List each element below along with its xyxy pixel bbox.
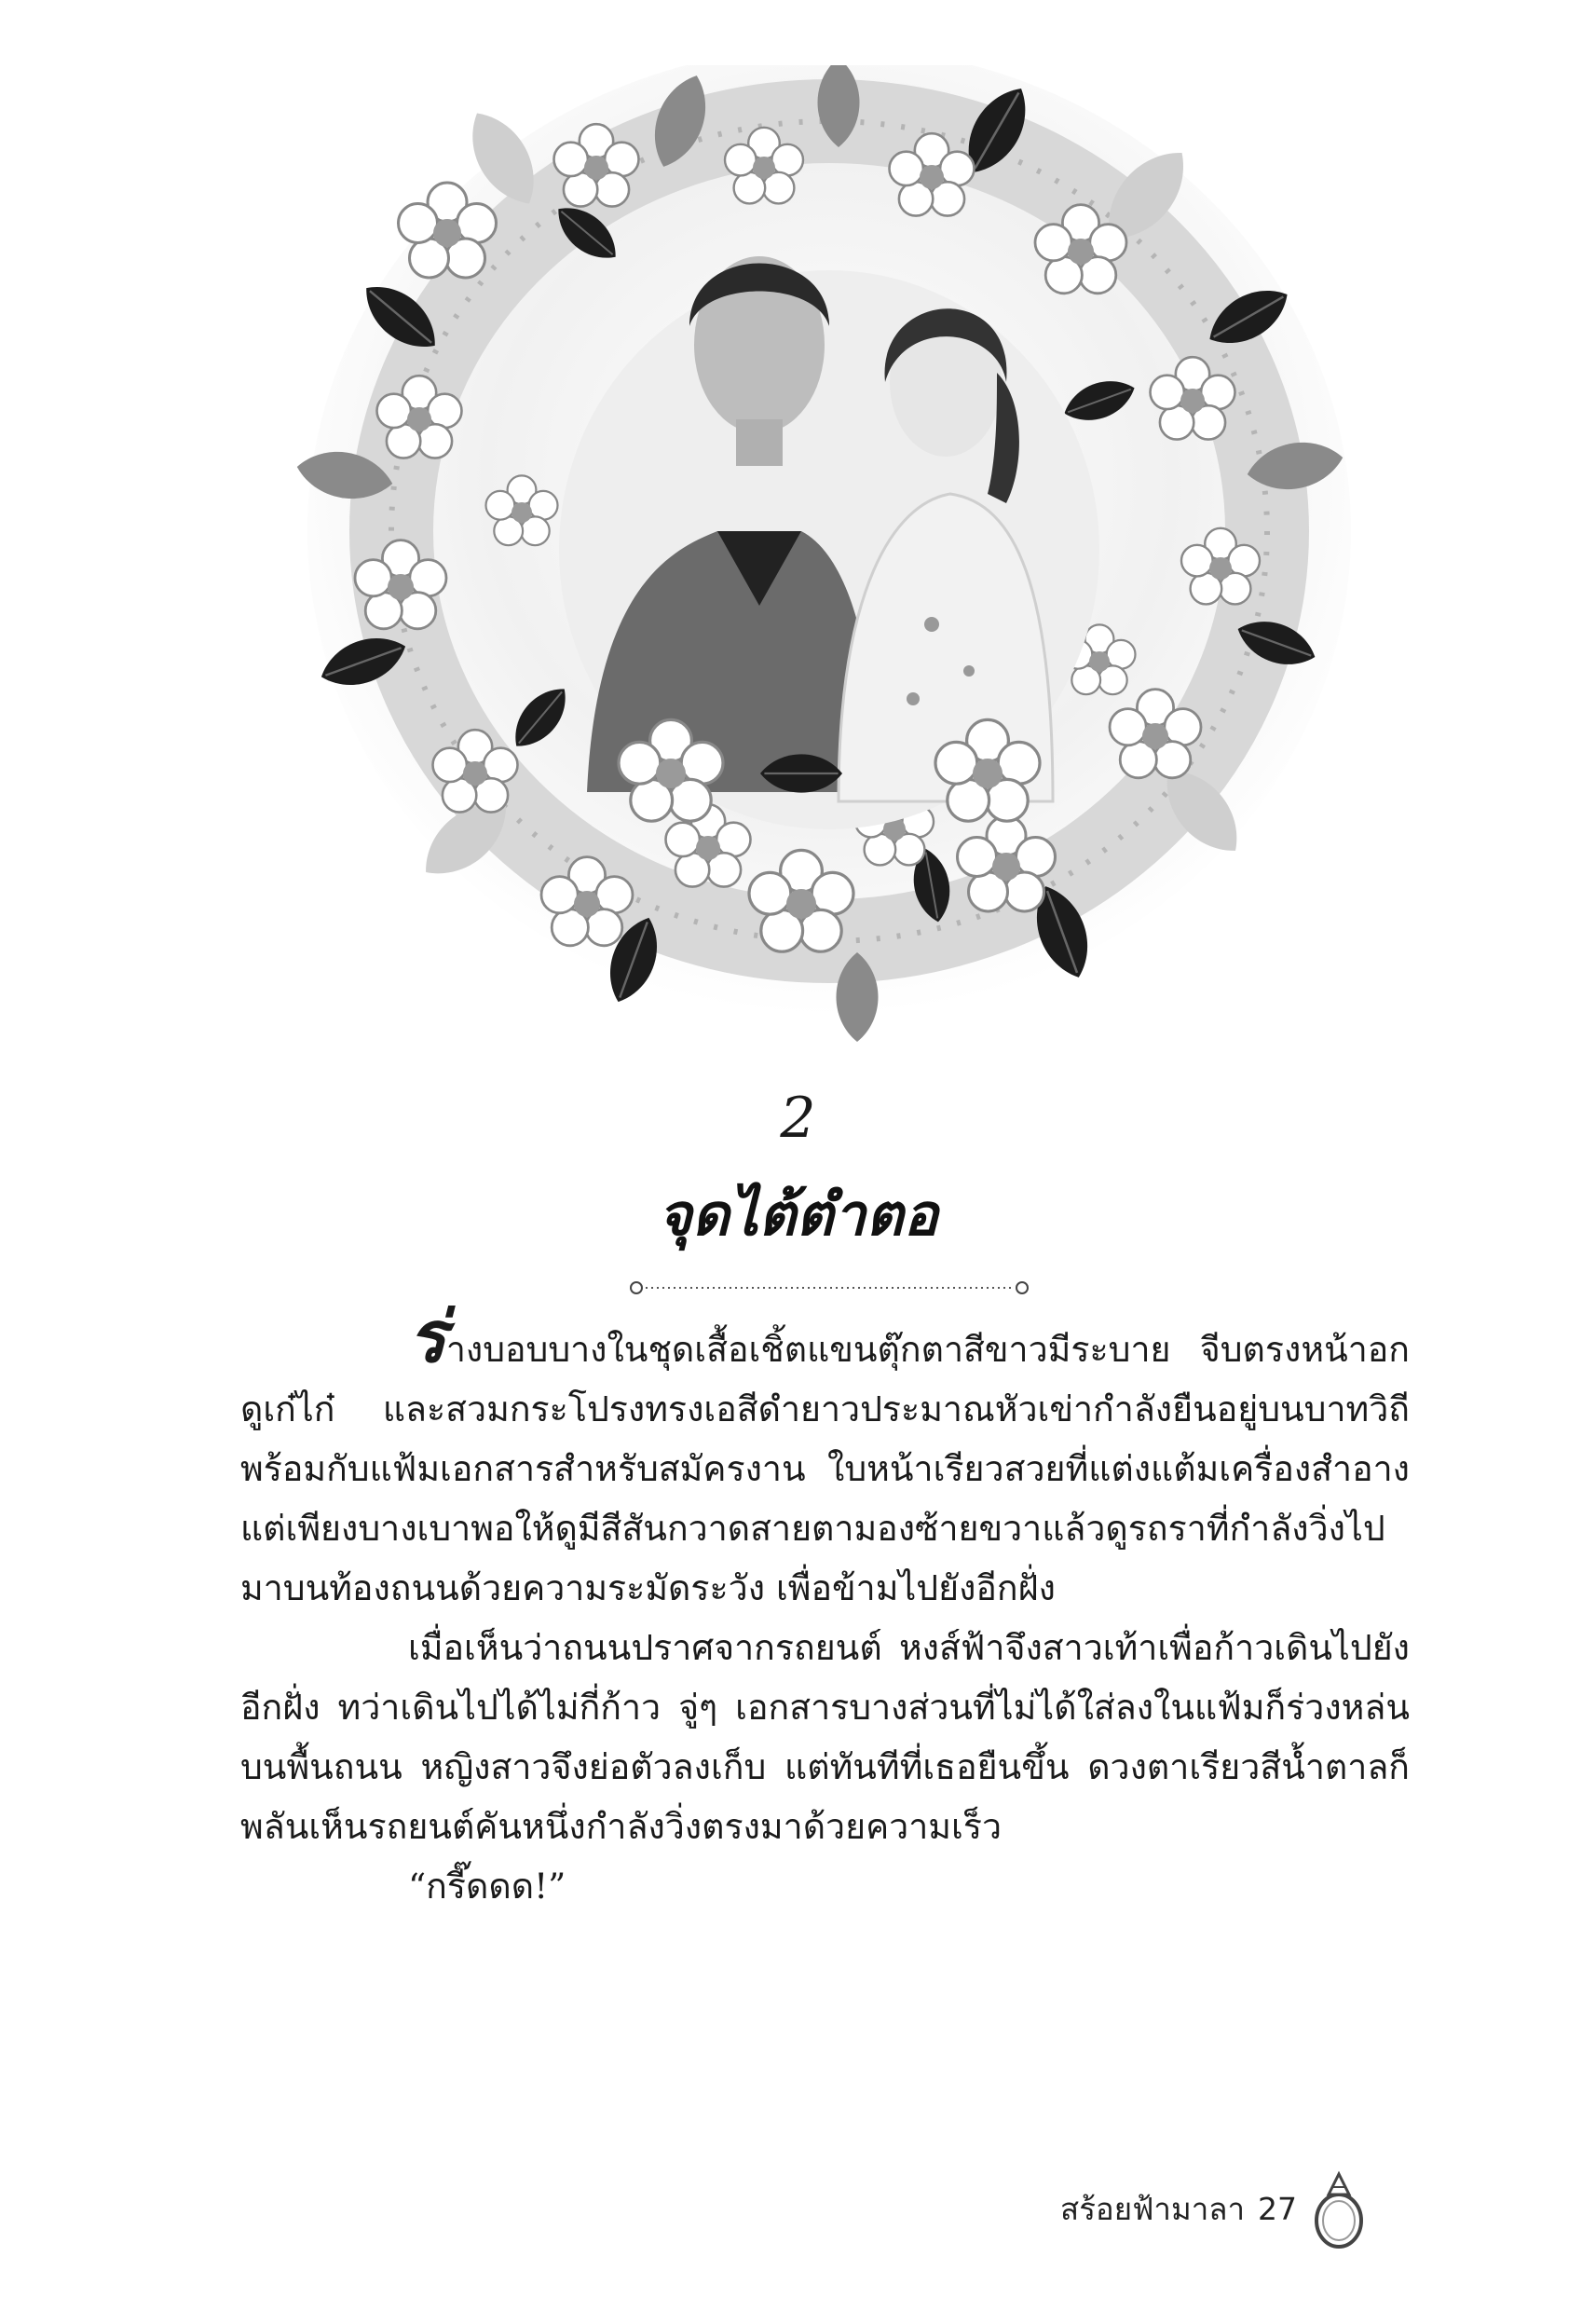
drop-cap: ร่ [408,1295,446,1378]
paragraph-2: เมื่อเห็นว่าถนนปราศจากรถยนต์ หงส์ฟ้าจึงสาวเท้าเพื่อก้าวเดินไปยังอีกฝั่ง ทว่าเดินไปได้ไม่กี่ก้าว จู่ๆ เอกสารบางส่วนที่ไม่ได้ใส่ลงในแฟ้มก็ร่วงหล่นบนพื้นถนน หญิงสาวจึงย่อตัวลงเก็บ แต่ทันทีที่เธอยืนขึ้น ดวงตาเรียวสีน้ำตาลก็พลันเห็นรถยนต์คันหนึ่งกำลังวิ่งตรงมาด้วยความเร็ว [240,1627,1410,1847]
book-title: สร้อยฟ้ามาลา [1060,2190,1245,2227]
chapter-body [240,1295,1410,1916]
paragraph-1 [240,1295,1410,1618]
chapter-number: 2 [780,1086,816,1151]
page-number: 27 [1258,2190,1297,2227]
chapter-title: จุดไต้ตำตอ [658,1181,938,1249]
flower-wreath-couple-illustration [280,65,1379,1090]
paragraph-1-text: างบอบบางในชุดเสื้อเชิ้ตแขนตุ๊กตาสีขาวมีระบาย จีบตรงหน้าอกดูเก๋ไก๋ และสวมกระโปรงทรงเอสีดำยาวประมาณหัวเข่ากำลังยืนอยู่บนบาทวิถีพร้อมกับแฟ้มเอกสารสำหรับสมัครงาน ใบหน้าเรียวสวยที่แต่งแต้มเครื่องสำอางแต่เพียงบางเบาพอให้ดูมีสีสันกวาดสายตามองซ้ายขวาแล้วดูรถราที่กำลังวิ่งไปมาบนท้องถนนด้วยความระมัดระวัง เพื่อข้ามไปยังอีกฝั่ง [240,1329,1410,1608]
paragraph-3: “กรี๊ดดด!” [408,1866,566,1907]
ornament-divider-icon [629,1277,1030,1299]
diamond-ring-icon [1310,2167,1368,2250]
page-footer [1060,2167,1368,2250]
